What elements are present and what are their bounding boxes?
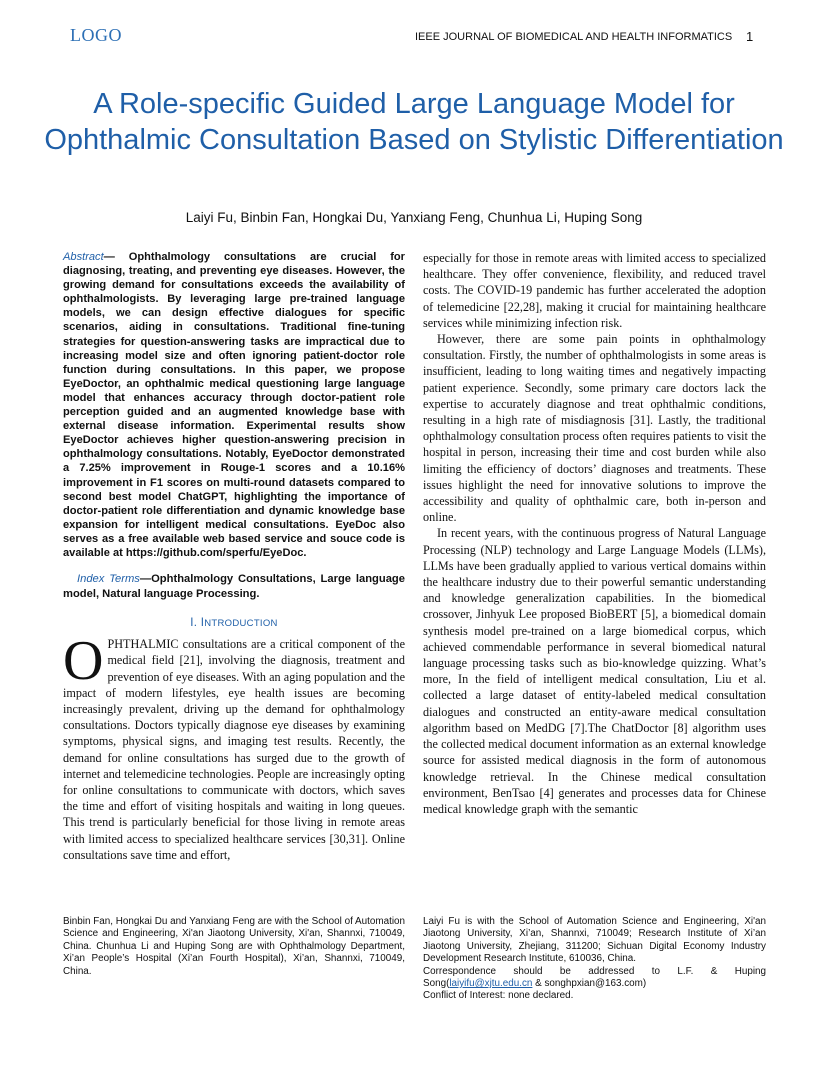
email-link[interactable]: laiyifu@xjtu.edu.cn	[449, 978, 533, 990]
conflict-of-interest: Conflict of Interest: none declared.	[423, 990, 574, 1002]
index-terms-label: Index Terms	[77, 573, 140, 586]
index-terms-text: —Ophthalmology Consultations, Large language model, Natural language Processing.	[63, 573, 405, 600]
abstract	[63, 250, 405, 560]
footnote-left-text: Binbin Fan, Hongkai Du and Yanxiang Feng are with the School of Automation Science and Engineering, Xi'an Jiaotong University, Xi'an, Shannxi, 710049, China. Chunhua Li and Huping Song are with Ophthalmology Department, Xi’an People’s Hospital (Xi’an Fourth Hospital), Xi’an, Shannxi, 710049, China.	[63, 916, 405, 977]
footnote-affiliations-right	[423, 916, 766, 1003]
paper-title: A Role-specific Guided Large Language Model for Ophthalmic Consultation Based on Stylistic Differentiation	[44, 88, 784, 156]
section-numeral: I. I	[190, 617, 205, 630]
author-list: Laiyi Fu, Binbin Fan, Hongkai Du, Yanxiang Feng, Chunhua Li, Huping Song	[185, 210, 643, 225]
body-paragraph-3: In recent years, with the continuous progress of Natural Language Processing (NLP) technology and Large Language Models (LLMs), LLMs have been gradually applied to various vertical domains within the healthcare industry due to their powerful semantic understanding and knowledge generalization capabilities. In the biomedical crossover, Jinhyuk Lee proposed BioBERT [5], a biomedical domain synthesis model pre-trained on a large biomedical corpus, which achieved commendable performance in several biomedical natural language processing tasks such as bio-knowledge quizzing. What’s more, In the field of intelligent medical consultation, Liu et al. collected a large dataset of entity-labeled medical consultation dialogues and constructed an entity-aware medical consultation algorithm based on MedDG [7].The ChatDoctor [8] algorithm uses the collected medical document information as an external knowledge source for assisted medical diagnosis in the form of autonomous knowledge retrieval. In the Chinese medical consultation environment, BenTsao [4] generates and processes data for Chinese medical knowledge graph with the semantic	[423, 526, 766, 816]
section-heading-introduction	[63, 617, 405, 629]
body-paragraph-2: However, there are some pain points in ophthalmology consultation. Firstly, the number of ophthalmologists in some areas is insufficient, leading to long waiting times and negatively impacting patient experience. Secondly, some primary care doctors lack the expertise to accurately diagnose and treat ophthalmic conditions, resulting in a high rate of misdiagnosis [31]. Lastly, the traditional ophthalmology consultation process often requires patients to visit the hospital in person, increasing their time and cost burden while also limiting the efficiency of doctors’ diagnoses and treatments. These issues highlight the need for innovative solutions to improve the accessibility and quality of ophthalmic care, both in-person and online.	[423, 332, 766, 525]
right-column	[423, 250, 766, 817]
index-terms	[63, 572, 405, 601]
intro-paragraph	[63, 630, 405, 863]
journal-logo: LOGO	[70, 25, 122, 45]
left-column	[63, 250, 405, 863]
correspondence-suffix: & songhpxian@163.com)	[532, 978, 647, 990]
body-paragraph-1: especially for those in remote areas with limited access to specialized healthcare. They offer convenience, flexibility, and reduced travel costs. The COVID-19 pandemic has further accelerated the adoption of telemedicine [22,28], making it crucial for maintaining healthcare services while minimizing infection risk.	[423, 251, 766, 330]
correspondence-note	[423, 966, 766, 991]
drop-cap: O	[63, 630, 104, 693]
journal-name: IEEE JOURNAL OF BIOMEDICAL AND HEALTH INFORMATICS	[415, 31, 733, 43]
correspondence-prefix: Correspondence should be addressed to L.F. & Huping Song(	[423, 965, 766, 990]
abstract-text: — Ophthalmology consultations are crucial for diagnosing, treating, and preventing eye diseases. However, the growing demand for consultations exceeds the availability of ophthalmologists. By leveraging large pre-trained language models, we can design effective dialogues for specific scenarios, aiding in consultations. Traditional fine-tuning strategies for question-answering tasks are impractical due to increasing model size and often ignoring patient-doctor role function during consultations. In this paper, we propose EyeDoctor, an ophthalmic medical questioning large language model that enhances accuracy through doctor-patient role perception guided and an augmented knowledge base with external disease information. Experimental results show EyeDoctor achieves higher question-answering precision in ophthalmology consultations. Notably, EyeDoctor demonstrated a 7.25% improvement in Rouge-1 scores and a 10.16% improvement in F1 scores on multi-round datasets compared to second best model ChatGPT, highlighting the importance of doctor-patient role differentiation and dynamic knowledge base expansion for intelligent medical consultations. EyeDoc also serves as a free available web based service and souce code is available at https://github.com/sperfu/EyeDoc.	[63, 251, 405, 559]
abstract-label: Abstract	[63, 251, 104, 263]
footnote-affiliations-left	[63, 916, 405, 978]
intro-text: PHTHALMIC consultations are a critical component of the medical field [21], involving the diagnosis, treatment and prevention of eye diseases. With an aging population and the impact of modern lifestyles, eye health issues are becoming increasingly prevalent, driving up the demand for ophthalmology consultations. Doctors typically diagnose eye diseases by examining symptoms, physical signs, and imaging test results. Recently, the demand for online consultations has surged due to the growth of internet and telemedicine technologies. People are increasingly opting for online consultations to communicate with doctors, which saves the time and effort of visiting hospitals and waiting in long queues. This trend is particularly beneficial for those living in remote areas with limited access to specialized healthcare services [30,31]. Online consultations save time and effort,	[63, 637, 405, 862]
footnote-right-text: Laiyi Fu is with the School of Automation Science and Engineering, Xi'an Jiaotong University, Xi’an, Shannxi, 710049; Research Institute of Xi’an Jiaotong University, Zhejiang, 311200; Sichuan Digital Economy Industry Development Research Institute, 610036, China.	[423, 916, 766, 965]
section-title: NTRODUCTION	[204, 618, 278, 630]
page-number: 1	[746, 29, 754, 44]
